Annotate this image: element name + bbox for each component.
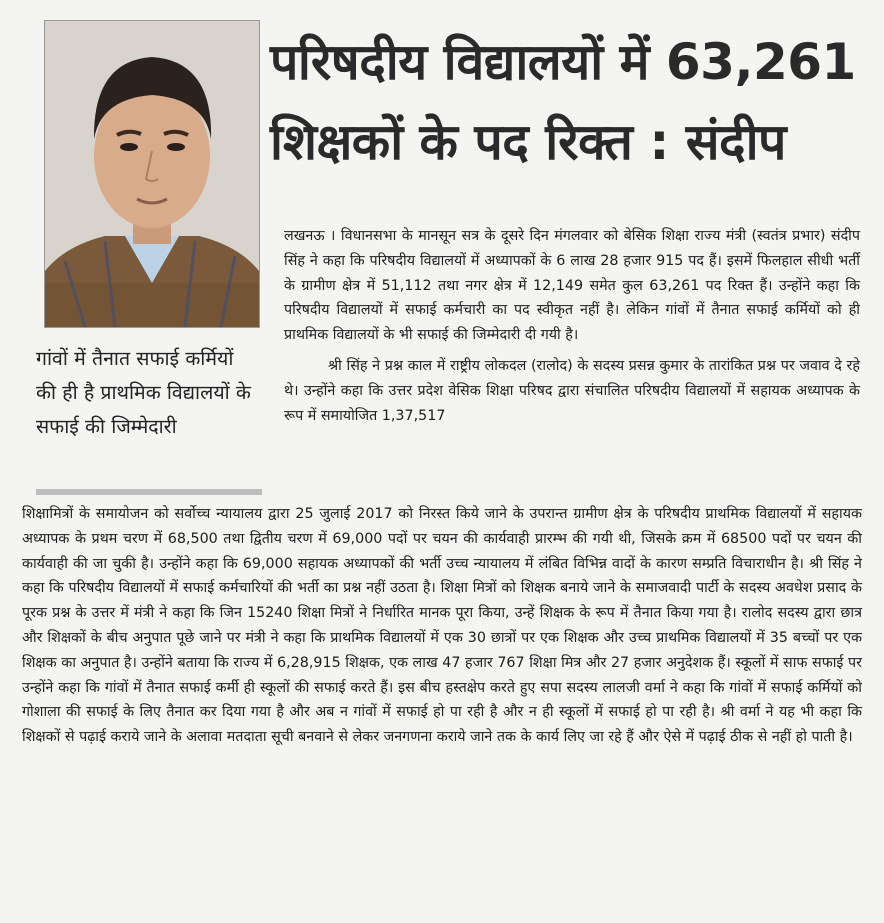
- headline-line-1: परिषदीय विद्यालयों में 63,261: [270, 33, 856, 91]
- photo-caption: गांवों में तैनात सफाई कर्मियों की ही है प्राथमिक विद्यालयों के सफाई की जिम्मेदारी: [36, 347, 251, 438]
- article-paragraph-1: लखनऊ । विधानसभा के मानसून सत्र के दूसरे दिन मंगलवार को बेसिक शिक्षा राज्य मंत्री (स्वतंत्र प्रभार) संदीप सिंह ने कहा कि परिषदीय विद्यालयों में अध्यापकों के 6 लाख 28 हजार 915 पद हैं। इसमें फिलहाल सीधी भर्ती के ग्रामीण क्षेत्र में 51,112 तथा नगर क्षेत्र में 12,149 समेत कुल 63,261 पद रिक्त हैं। उन्होंने कहा कि परिषदीय विद्यालयों में सफाई कर्मचारी का पद स्वीकृत नहीं है। लेकिन गांवों में तैनात सफाई कर्मियों को ही प्राथमिक विद्यालयों के भी सफाई की जिम्मेदारी दी गयी है।: [284, 228, 860, 344]
- headline-line-2: शिक्षकों के पद रिक्त : संदीप: [270, 113, 786, 171]
- caption-divider: [36, 489, 262, 495]
- reporter-photo: [44, 20, 260, 328]
- article-paragraph-2-start: श्री सिंह ने प्रश्न काल में राष्ट्रीय लोकदल (रालोद) के सदस्य प्रसन्न कुमार के तारांकित प्रश्न पर जवाव दे रहे थे। उन्होंने कहा कि उत्तर प्रदेश वेसिक शिक्षा परिषद द्वारा संचालित परिषदीय विद्यालयों में सहायक अध्यापक के रूप में समायोजित 1,37,517: [284, 357, 860, 424]
- headline: [270, 22, 870, 182]
- article-paragraph-2-continued: शिक्षामित्रों के समायोजन को सर्वोच्च न्यायालय द्वारा 25 जुलाई 2017 को निरस्त किये जाने के उपरान्त ग्रामीण क्षेत्र के परिषदीय प्राथमिक विद्यालयों में सहायक अध्यापक के प्रथम चरण में 68,500 तथा द्वितीय चरण में 69,000 पदों पर चयन की कार्यवाही प्रारम्भ की गयी थी, जिसके क्रम में 68500 पदों पर चयन की कार्यवाही की जा चुकी है। उन्होंने कहा कि 69,000 सहायक अध्यापकों की भर्ती उच्च न्यायालय में लंबित विभिन्न वादों के कारण सम्प्रति विचाराधीन है। श्री सिंह ने कहा कि परिषदीय विद्यालयों में सफाई कर्मचारियों की भर्ती का प्रश्न नहीं उठता है। शिक्षा मित्रों को शिक्षक बनाये जाने के समाजवादी पार्टी के सदस्य अवधेश प्रसाद के पूरक प्रश्न के उत्तर में मंत्री ने कहा कि जिन 15240 शिक्षा मित्रों ने निर्धारित मानक पूरा किया, उन्हें शिक्षक के रूप में तैनात किया गया है। रालोद सदस्य द्वारा छात्र और शिक्षकों के बीच अनुपात पूछे जाने पर मंत्री ने कहा कि प्राथमिक विद्यालयों में एक 30 छात्रों पर एक शिक्षक और उच्च प्राथमिक विद्यालयों में 35 बच्चों पर एक शिक्षक का अनुपात है। उन्होंने बताया कि राज्य में 6,28,915 शिक्षक, एक लाख 47 हजार 767 शिक्षा मित्र और 27 हजार अनुदेशक हैं। स्कूलों में साफ सफाई पर उन्होंने कहा कि गांवों में तैनात सफाई कर्मी ही स्कूलों की सफाई करते हैं। इस बीच हस्तक्षेप करते हुए सपा सदस्य लालजी वर्मा ने कहा कि गांवों में सफाई कर्मियों को गोशाला की सफाई के लिए तैनात कर दिया गया है और अब न गांवों में सफाई हो पा रही है और न ही स्कूलों में सफाई हो पा रही है। श्री वर्मा ने यह भी कहा कि शिक्षकों से पढ़ाई कराये जाने के अलावा मतदाता सूची बनवाने से लेकर जनगणना कराये जाने तक के कार्य लिए जा रहे हैं और ऐसे में पढ़ाई ठीक से नहीं हो पाती है।: [22, 506, 862, 746]
- portrait-icon: [45, 21, 259, 327]
- article-body-top: [284, 224, 860, 428]
